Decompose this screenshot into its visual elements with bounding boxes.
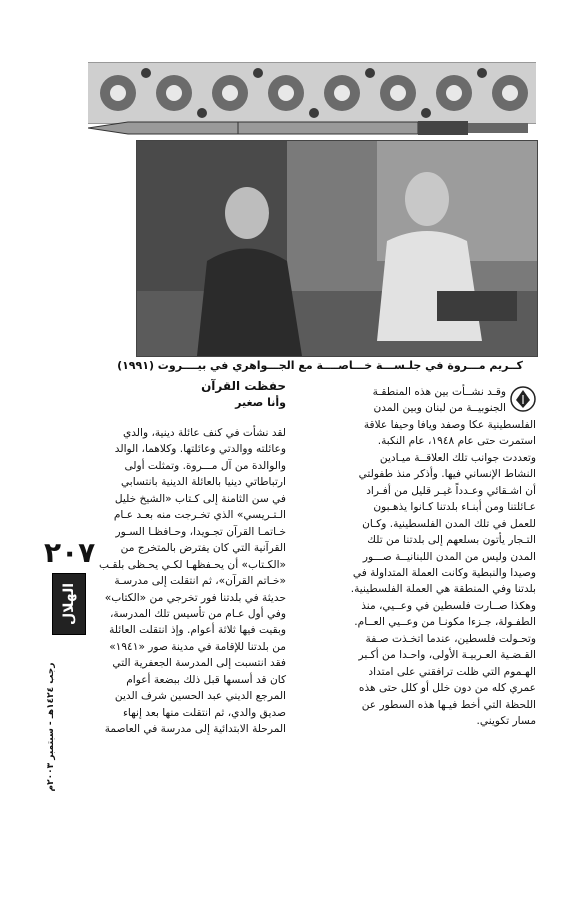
- body-line: القرآنية التي كان يفترض بالمتخرج من: [120, 542, 286, 555]
- body-line: استمرت حتى عام ١٩٤٨، عام النكبة.: [377, 435, 536, 448]
- article-column-right: [296, 384, 536, 804]
- body-line: الـتـريسي» الذي تخـرجت منه بعـد عـام: [113, 509, 286, 522]
- body-line: الهـموم التي ظلت ترافقني على امتداد: [368, 665, 536, 678]
- body-line: أن اشـقائي وعـدداً غيـر قليل من أفـراد: [366, 484, 536, 497]
- body-line: حديثة في بلدتنا فور تخرجي من «الكتاب»: [104, 591, 286, 604]
- body-line: الجنوبيــة من لبنان وبين المدن: [373, 402, 506, 415]
- body-line: في سن الثامنة إلى كـتاب «الشيخ خليل: [114, 492, 286, 505]
- fountain-pen-icon: [88, 118, 536, 138]
- body-line: النشاط الإنساني فيها. وأذكر منذ طفولتي: [358, 468, 536, 481]
- issue-date: رجب ١٤٢٤هـ - سبتمبر ٢٠٠٣م: [46, 662, 56, 792]
- body-line: وبقيت فيها ثلاثة أعوام. وإذ انتقلت العائلة: [109, 624, 286, 637]
- body-line: المدن وليس من المدن اللبنانيــة صـــور: [362, 550, 536, 563]
- body-line: من بلدتنا للإقامة في مدينة صور «١٩٤١»: [109, 640, 286, 653]
- page-number: ٢٠٧: [44, 536, 96, 569]
- body-line: المرجع الديني عبد الحسين شرف الدين: [114, 690, 286, 703]
- photograph: [136, 140, 538, 357]
- body-line: فقد انتسبت إلى المدرسة الجعفرية التي: [112, 657, 286, 670]
- ornamental-banner: [88, 62, 536, 124]
- body-line: الطفـولة، جـزءا مكونـا من وعــيي العــام.: [354, 616, 536, 629]
- pen-nib-icon: [510, 386, 536, 412]
- body-line: لقد نشأت في كنف عائلة دينية، والدي: [122, 427, 286, 439]
- section-subheading: وأنا صغير: [235, 396, 286, 409]
- body-line: وهكذا صــارت فلسطين في وعــيي، منذ: [361, 599, 536, 612]
- body-line: القـضـية العـربيـة الأولى، واحـدا من أكـبر: [358, 649, 536, 662]
- section-heading: حفظت القرآن: [201, 379, 286, 393]
- photo-image: [137, 141, 537, 356]
- body-line: «الكـتاب» أن يحـفظهـا لكـي يحـظى بلقـب: [99, 558, 286, 571]
- body-line: عمري كله من دون خلل أو كلل حتى هذه: [358, 682, 536, 695]
- body-line: خـاتمـا القرآن تجـويدا، وحـافظـا السـور: [115, 525, 286, 538]
- photo-caption: كــريم مـــروة في جلـســـة خـــاصــــة مع الجـــواهري في بيــــروت (١٩٩١): [117, 359, 523, 372]
- body-line: المرحلة الابتدائية إلى مدرسة في العاصمة: [104, 723, 286, 736]
- body-line: مسار تكويني.: [476, 715, 536, 728]
- body-line: صديق والدي، ثم انتقلت منها بعد إنهاء: [122, 706, 286, 719]
- body-line: وصيدا والنبطية وكانت العملة المتداولة في: [352, 566, 536, 579]
- body-line: عـائلتنا ومن أبنـاء بلدتنا كـانوا يذهـبون: [373, 501, 536, 514]
- body-line: بلدتنا وفي المنطقة هي العملة الفلسطينية.: [350, 583, 536, 596]
- body-line: «خـاتم القرآن»، ثم انتقلت إلى مدرسـة: [114, 575, 286, 588]
- body-line: وقـد نشــأت بين هذه المنطقـة: [372, 386, 506, 398]
- body-line: اللحظة التي أخط فيـها هذه السطور عن: [361, 698, 536, 711]
- article-column-left: [96, 378, 286, 778]
- body-line: الفلسطينية عكا وصفد ويافا وحيفا علاقة: [363, 418, 536, 431]
- body-line: ارتباطاتي دينيا بالعائلة الدينية بانتسابي: [120, 476, 286, 489]
- body-line: والوالدة من آل مـــروة. وتمثلت أولى: [124, 459, 286, 472]
- body-line: وعائلته ووالدتي وعائلتها. وكلاهما، الوالد: [114, 443, 286, 456]
- body-line: كان قد أسسها قبل ذلك ببضعة أعوام: [126, 673, 286, 686]
- magazine-logo-text: الهلال: [61, 582, 77, 626]
- body-line: التـجار يأتون بسلعهم إلى بلدتنا من تلك: [367, 534, 536, 547]
- body-line: وتعددت جوانب تلك العلاقــة ميـادين: [379, 451, 536, 464]
- body-line: للعمل في تلك المدن الفلسطينية. وكـان: [362, 517, 536, 530]
- body-line: وفي أول عـام من تأسيس تلك المدرسة،: [109, 607, 286, 620]
- magazine-logo: [52, 573, 86, 635]
- body-line: وتحـولت فلسطين، عندما اتخـذت صـفة: [365, 632, 536, 645]
- floral-ornament-icon: [88, 63, 536, 123]
